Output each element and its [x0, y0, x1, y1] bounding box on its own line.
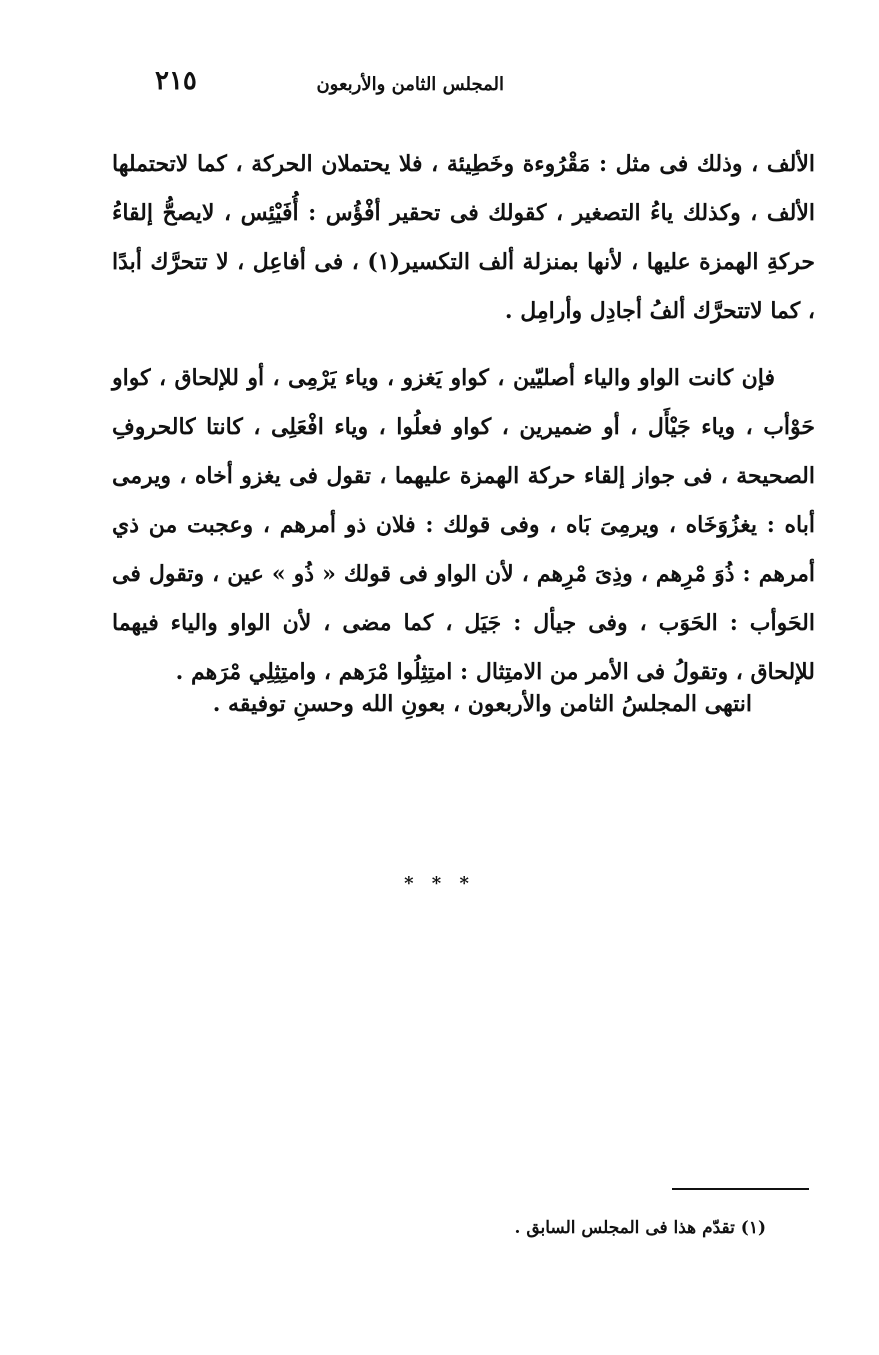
paragraph: الألف ، وذلك فى مثل : مَقْرُوءة وخَطِيئة ، فلا يحتملان الحركة ، كما لاتحتملها الألف ، وكذلك ياءُ التصغير ، كقولك فى تحقير أفْؤُس : أُفَيْئِس ، لايصحُّ إلقاءُ حركةِ الهمزة عليها ، لأنها بمنزلة ألف التكسير(١) ، فى أفاعِل ، لا تتحرَّك أبدًا ، كما لاتتحرَّك ألفُ أجادِل وأرامِل .	[112, 151, 816, 324]
footnote-divider	[672, 1188, 809, 1190]
paragraph: فإن كانت الواو والياء أصليّين ، كواو يَغزو ، وياء يَرْمِى ، أو للإلحاق ، كواو حَوْأب ، وياء جَيْأَل ، أو ضميرين ، كواو فعلُوا ، وياء افْعَلِى ، كانتا كالحروفِ الصحيحة ، فى جواز إلقاء حركة الهمزة عليهما ، تقول فى يغزو أخاه ، ويرمى أباه : يغزُوَخَاه ، ويرمِىَ بَاه ، وفى قولك : فلان ذو أمرهم ، وعجبت من ذي أمرهم : ذُوَ مْرِهم ، وذِىَ مْرِهم ، لأن الواو فى قولك « ذُو » عين ، وتقول فى الحَوأب : الحَوَب ، وفى جيأل : جَيَل ، كما مضى ، لأن الواو والياء فيهما للإلحاق ، وتقولُ فى الأمر من الامتِثال : امتِثِلُوا مْرَهم ، وامتِثِلِي مْرَهم .	[112, 365, 815, 685]
running-title: المجلس الثامن والأربعون	[316, 74, 504, 95]
footnote: (١) تقدّم هذا فى المجلس السابق .	[514, 1218, 766, 1238]
section-separator: * * *	[404, 873, 475, 894]
page-number: ٢١٥	[155, 66, 197, 96]
closing-line: انتهى المجلسُ الثامن والأربعون ، بعونِ الله وحسنِ توفيقه .	[212, 691, 752, 717]
page-header	[150, 66, 729, 106]
main-text	[112, 140, 815, 697]
